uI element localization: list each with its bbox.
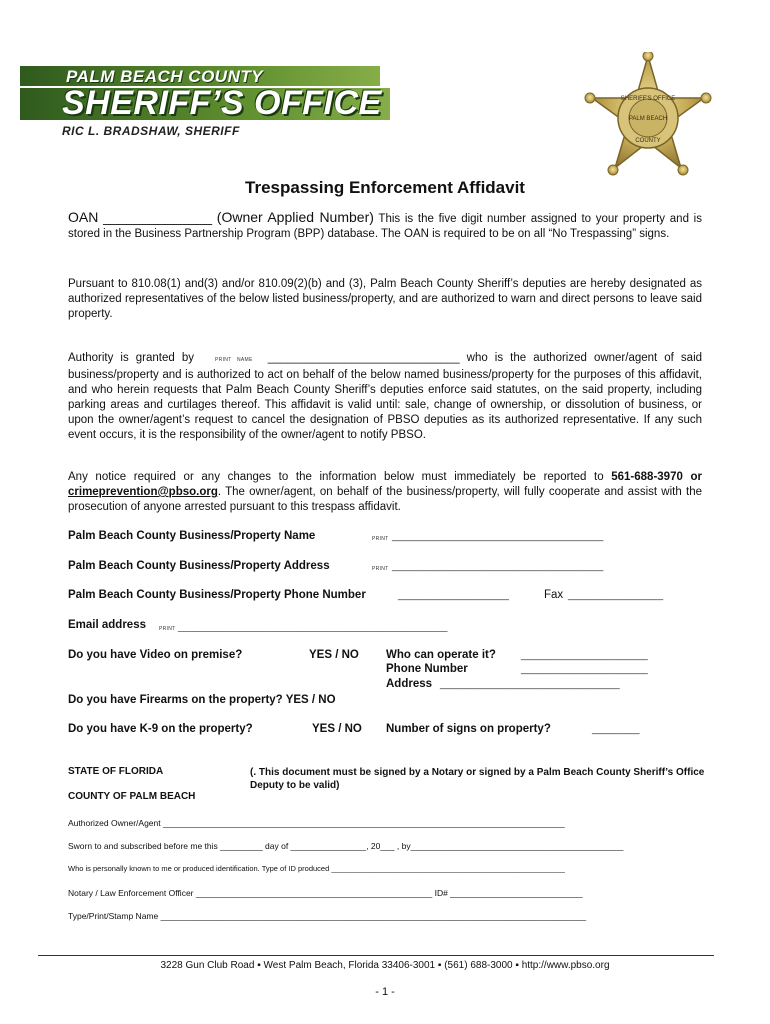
authority-name-blank[interactable]: ______________________________ <box>267 352 460 364</box>
authority-print-name: PRINT NAME <box>215 357 253 363</box>
oan-blank[interactable]: ______________ <box>103 209 213 225</box>
sworn-line[interactable]: Sworn to and subscribed before me this _________ day of ________________, 20___ , by_____________________________________________ <box>68 841 624 851</box>
notice-rest: . The owner/agent, on behalf of the business/property, will fully cooperate and assist with the prosecution of anyone arrested pursuant to this trespass affidavit. <box>68 486 702 513</box>
badge-text-bottom: COUNTY <box>635 138 661 144</box>
signs-question: Number of signs on property? <box>386 723 551 735</box>
officer-line[interactable]: Notary / Law Enforcement Officer __________________________________________________ ID# ____________________________ <box>68 888 583 898</box>
pursuant-paragraph: Pursuant to 810.08(1) and(3) and/or 810.09(2)(b) and (3), Palm Beach County Sheriff’s deputies are hereby designated as authorized representatives of the below listed business/property, and are authorized to warn and direct persons to leave said property. <box>68 278 702 320</box>
header-office: SHERIFF’S OFFICE <box>62 84 382 122</box>
property-phone-label: Palm Beach County Business/Property Phone Number <box>68 589 366 601</box>
property-address-field[interactable]: ________________________________________ <box>392 561 604 572</box>
firearms-question: Do you have Firearms on the property? YES / NO <box>68 694 336 706</box>
authority-paragraph <box>68 351 702 443</box>
k9-yes-no[interactable]: YES / NO <box>312 723 362 735</box>
state-label: STATE OF FLORIDA <box>68 766 164 777</box>
operate-phone-label: Phone Number <box>386 663 468 675</box>
property-address-label: Palm Beach County Business/Property Address <box>68 560 330 572</box>
authority-start: Authority is granted by <box>68 352 194 364</box>
operate-address-field[interactable]: __________________________________ <box>440 679 620 690</box>
badge-text-mid: PALM BEACH <box>628 116 668 122</box>
operate-address-label: Address <box>386 678 433 690</box>
footer-address: 3228 Gun Club Road ▪ West Palm Beach, Florida 33406-3001 ▪ (561) 688-3000 ▪ http://www.pbso.org <box>160 960 610 971</box>
header-county: PALM BEACH COUNTY <box>66 67 264 86</box>
badge-text-top: SHERIFF'S OFFICE <box>620 96 676 102</box>
signs-field[interactable]: _________ <box>592 724 640 735</box>
operate-phone-field[interactable]: ________________________ <box>521 664 648 675</box>
property-name-print: PRINT <box>372 536 389 542</box>
email-field[interactable]: _________________________________________________________ <box>178 622 448 632</box>
oan-rest: This is the five digit number assigned to your property and is stored in the Business Partnership Program (BPP) database. The OAN is required to be on all “No Trespassing” signs. <box>68 213 702 240</box>
notice-phone: 561-688-3970 or <box>611 471 702 483</box>
page-title: Trespassing Enforcement Affidavit <box>245 178 525 197</box>
operate-field[interactable]: ________________________ <box>521 650 648 661</box>
fax-label: Fax <box>544 589 564 601</box>
property-address-print: PRINT <box>372 566 389 572</box>
video-yes-no[interactable]: YES / NO <box>309 649 359 661</box>
sheriff-badge-icon <box>578 52 718 192</box>
oan-label: OAN <box>68 209 99 225</box>
authority-rest: who is the authorized owner/agent of said business/property and is authorized to act on behalf of the below named business/property for the purposes of this affidavit, and who herein requests that Palm Beach County Sheriff’s deputies enforce said statutes, on the said property, including parking areas and curtilages thereof. This affidavit is valid until: sale, change of ownership, or dissolution of business, or upon the owner/agent’s request to cancel the designation of PBSO deputies as its authorized representative. If any such event occurs, it is the responsibility of the owner/agent to notify PBSO. <box>68 352 703 441</box>
email-print: PRINT <box>159 626 176 632</box>
fax-field[interactable]: __________________ <box>568 590 664 601</box>
property-phone-field[interactable]: _____________________ <box>398 590 509 601</box>
email-label: Email address <box>68 619 146 631</box>
notary-note: (. This document must be signed by a Notary or signed by a Palm Beach County Sheriff’s Office Deputy to be valid) <box>250 767 705 791</box>
identification-line[interactable]: Who is personally known to me or produced identification. Type of ID produced ________________________________________________________ <box>68 864 565 873</box>
page-number: - 1 - <box>375 986 395 998</box>
video-question: Do you have Video on premise? <box>68 649 243 661</box>
k9-question: Do you have K-9 on the property? <box>68 723 253 735</box>
oan-paragraph <box>68 210 702 242</box>
notice-paragraph <box>68 470 702 515</box>
property-name-field[interactable]: ________________________________________ <box>392 531 604 542</box>
property-name-label: Palm Beach County Business/Property Name <box>68 530 316 542</box>
county-label: COUNTY OF PALM BEACH <box>68 791 196 802</box>
owner-agent-line[interactable]: Authorized Owner/Agent _____________________________________________________________________________________ <box>68 818 565 828</box>
footer-divider <box>38 955 714 956</box>
notice-email[interactable]: crimeprevention@pbso.org <box>68 486 218 498</box>
notice-start: Any notice required or any changes to the information below must immediately be reported to <box>68 471 604 483</box>
operate-label: Who can operate it? <box>386 649 496 661</box>
oan-desc: (Owner Applied Number) <box>216 209 374 225</box>
stamp-name-line[interactable]: Type/Print/Stamp Name __________________________________________________________________________________________ <box>68 911 587 921</box>
header-sheriff: RIC L. BRADSHAW, SHERIFF <box>62 124 240 138</box>
